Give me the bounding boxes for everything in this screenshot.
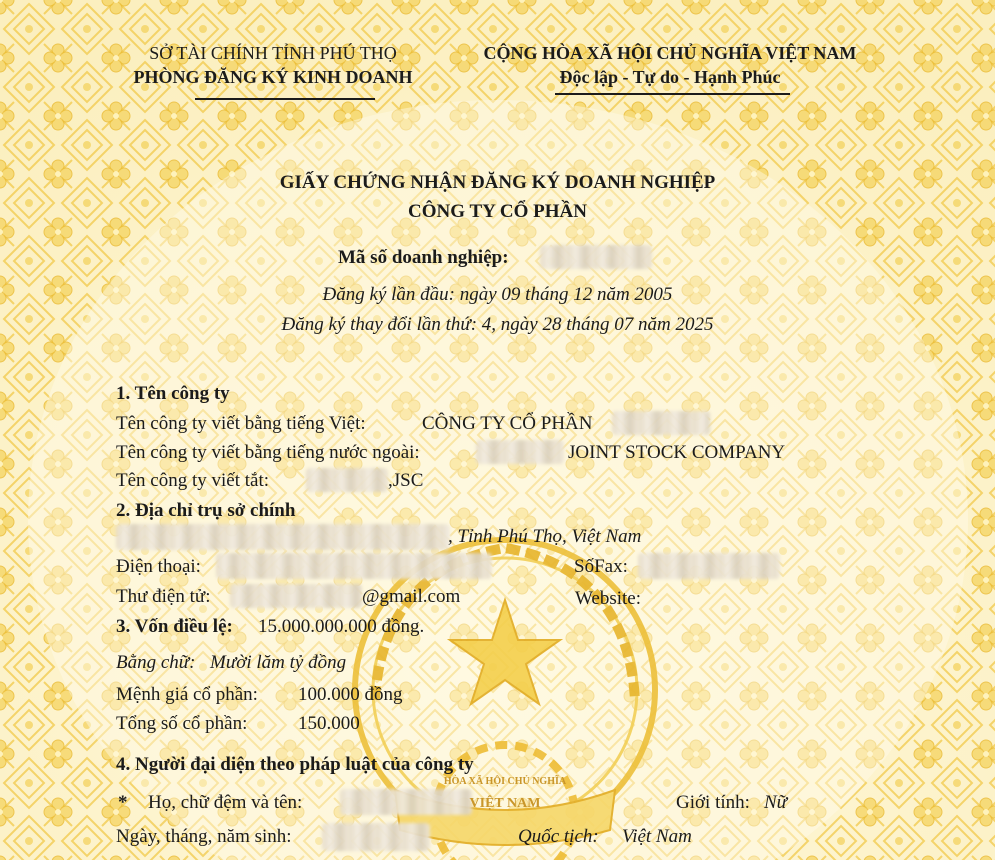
section-3-heading: 3. Vốn điều lệ: <box>116 616 233 637</box>
address-redacted <box>116 524 450 550</box>
issuer-office: PHÒNG ĐĂNG KÝ KINH DOANH <box>133 67 413 87</box>
issuer-department: SỞ TÀI CHÍNH TỈNH PHÚ THỌ <box>149 43 397 63</box>
dob-redacted <box>322 823 430 851</box>
country-motto: Độc lập - Tự do - Hạnh Phúc <box>559 67 781 87</box>
first-registration: Đăng ký lần đầu: ngày 09 tháng 12 năm 2005 <box>322 284 673 305</box>
foreign-name-value: JOINT STOCK COMPANY <box>568 442 786 463</box>
phone-redacted <box>216 553 492 579</box>
company-type-title: CÔNG TY CỔ PHẦN <box>408 201 587 222</box>
email-redacted <box>230 584 362 608</box>
capital-words-value: Mười lăm tỷ đồng <box>210 652 347 673</box>
section-4-heading: 4. Người đại diện theo pháp luật của công ty <box>116 754 474 775</box>
foreign-name-redacted <box>476 440 564 464</box>
motto-underline <box>555 93 790 95</box>
capital-words-label: Bằng chữ: <box>116 652 196 673</box>
phone-label: Điện thoại: <box>116 556 201 577</box>
document-title: GIẤY CHỨNG NHẬN ĐĂNG KÝ DOANH NGHIỆP <box>279 172 716 193</box>
section-2-heading: 2. Địa chỉ trụ sở chính <box>116 500 296 521</box>
vn-name-redacted <box>612 411 710 435</box>
emblem-ribbon-line1: HÒA XÃ HỘI CHỦ NGHĨA <box>443 776 567 787</box>
short-name-redacted <box>306 468 388 492</box>
par-value: 100.000 đồng <box>298 684 403 705</box>
nationality-value: Việt Nam <box>622 826 692 847</box>
section-1-heading: 1. Tên công ty <box>116 383 230 404</box>
charter-capital-value: 15.000.000.000 đồng. <box>258 616 425 637</box>
total-shares-label: Tổng số cổ phần: <box>116 713 248 734</box>
website-label: Website: <box>575 588 642 609</box>
email-label: Thư điện tử: <box>116 586 211 607</box>
business-code-redacted <box>540 245 652 269</box>
country-name: CỘNG HÒA XÃ HỘI CHỦ NGHĨA VIỆT NAM <box>483 43 857 63</box>
short-name-value: ,JSC <box>388 470 424 491</box>
fax-redacted <box>638 553 780 579</box>
gender-value: Nữ <box>764 792 788 813</box>
business-code-label: Mã số doanh nghiệp: <box>338 247 509 268</box>
emblem-ribbon-line2: VIỆT NAM <box>469 796 541 811</box>
email-suffix: @gmail.com <box>362 586 461 607</box>
dob-label: Ngày, tháng, năm sinh: <box>116 826 292 847</box>
par-value-label: Mệnh giá cổ phần: <box>116 684 258 705</box>
foreign-name-label: Tên công ty viết bằng tiếng nước ngoài: <box>116 442 420 463</box>
total-shares-value: 150.000 <box>298 713 360 734</box>
rep-bullet: * <box>118 792 128 813</box>
change-registration: Đăng ký thay đổi lần thứ: 4, ngày 28 tháng 07 năm 2025 <box>281 314 714 335</box>
fax-label: SốFax: <box>574 556 628 577</box>
vn-name-value: CÔNG TY CỔ PHẦN <box>422 413 593 434</box>
rep-name-label: Họ, chữ đệm và tên: <box>148 792 303 813</box>
issuer-underline <box>195 98 375 100</box>
short-name-label: Tên công ty viết tắt: <box>116 470 270 491</box>
gender-label: Giới tính: <box>676 792 750 813</box>
address-suffix: , Tỉnh Phú Thọ, Việt Nam <box>448 526 642 547</box>
nationality-label: Quốc tịch: <box>518 826 599 847</box>
vn-name-label: Tên công ty viết bằng tiếng Việt: <box>116 413 366 434</box>
